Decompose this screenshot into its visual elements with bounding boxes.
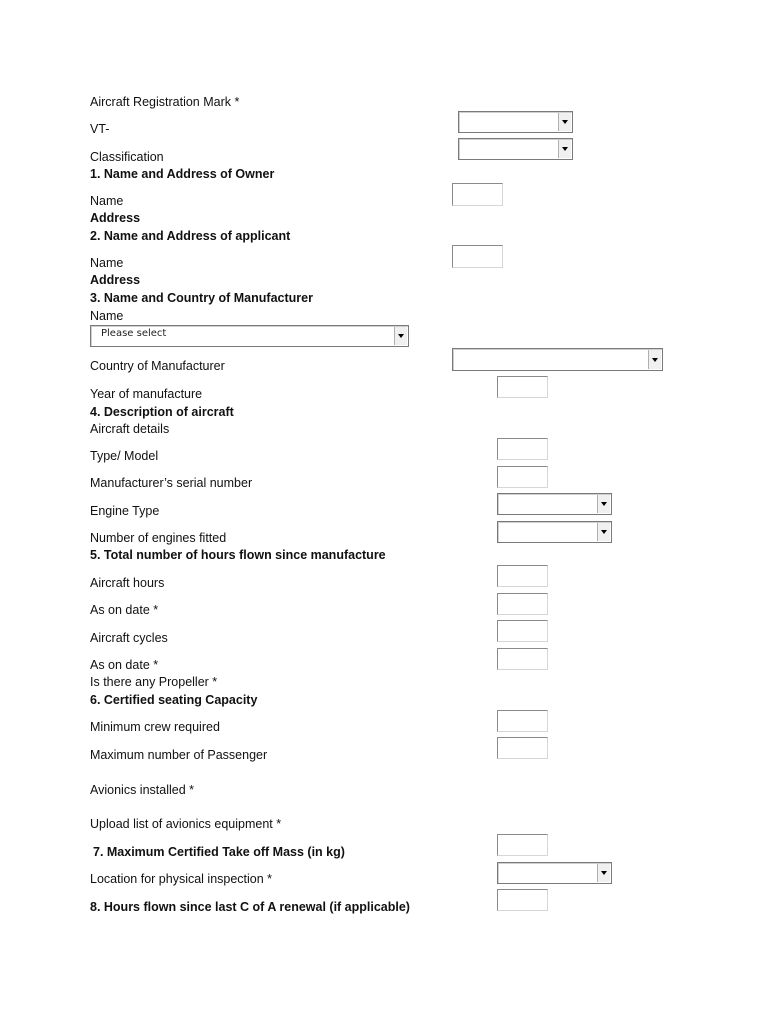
aircraft-hours-input[interactable] xyxy=(497,565,548,587)
country-of-manufacturer-label: Country of Manufacturer xyxy=(90,359,225,373)
chevron-down-icon xyxy=(558,113,571,131)
takeoff-mass-heading: 7. Maximum Certified Take off Mass (in kg) xyxy=(93,845,345,859)
seating-section-heading: 6. Certified seating Capacity xyxy=(90,693,258,707)
manufacturer-name-label: Name xyxy=(90,309,124,323)
owner-address-label: Address xyxy=(90,211,141,225)
serial-number-input[interactable] xyxy=(497,466,548,488)
year-of-manufacture-input[interactable] xyxy=(497,376,548,398)
hours-section-heading: 5. Total number of hours flown since manufacture xyxy=(90,548,386,562)
aircraft-details-label: Aircraft details xyxy=(90,422,170,436)
propeller-label: Is there any Propeller * xyxy=(90,675,218,689)
cycles-as-on-date-label: As on date * xyxy=(90,658,159,672)
maximum-passenger-input[interactable] xyxy=(497,737,548,759)
vt-prefix-label: VT- xyxy=(90,122,110,136)
manufacturer-name-select[interactable] xyxy=(90,325,409,347)
owner-name-label: Name xyxy=(90,194,124,208)
inspection-location-label: Location for physical inspection * xyxy=(90,872,273,886)
chevron-down-icon xyxy=(394,327,407,345)
country-of-manufacturer-select[interactable] xyxy=(452,348,663,371)
renewal-hours-heading: 8. Hours flown since last C of A renewal (if applicable) xyxy=(90,900,410,914)
type-model-label: Type/ Model xyxy=(90,449,159,463)
engine-type-select[interactable] xyxy=(497,493,612,515)
chevron-down-icon xyxy=(597,495,610,513)
manufacturer-section-heading: 3. Name and Country of Manufacturer xyxy=(90,291,313,305)
manufacturer-select-value: Please select xyxy=(101,328,167,339)
applicant-name-input[interactable] xyxy=(452,245,503,268)
description-section-heading: 4. Description of aircraft xyxy=(90,405,234,419)
maximum-passenger-label: Maximum number of Passenger xyxy=(90,748,268,762)
applicant-address-label: Address xyxy=(90,273,141,287)
applicant-name-label: Name xyxy=(90,256,124,270)
owner-name-input[interactable] xyxy=(452,183,503,206)
engines-fitted-select[interactable] xyxy=(497,521,612,543)
engines-fitted-label: Number of engines fitted xyxy=(90,531,227,545)
classification-select[interactable] xyxy=(458,138,573,160)
year-of-manufacture-label: Year of manufacture xyxy=(90,387,203,401)
applicant-section-heading: 2. Name and Address of applicant xyxy=(90,229,291,243)
cycles-as-on-date-input[interactable] xyxy=(497,648,548,670)
avionics-installed-label: Avionics installed * xyxy=(90,783,194,797)
serial-number-label: Manufacturer’s serial number xyxy=(90,476,253,490)
aircraft-cycles-input[interactable] xyxy=(497,620,548,642)
aircraft-hours-label: Aircraft hours xyxy=(90,576,165,590)
hours-as-on-date-input[interactable] xyxy=(497,593,548,615)
upload-avionics-label: Upload list of avionics equipment * xyxy=(90,817,282,831)
engine-type-label: Engine Type xyxy=(90,504,160,518)
hours-as-on-date-label: As on date * xyxy=(90,603,159,617)
renewal-hours-input[interactable] xyxy=(497,889,548,911)
chevron-down-icon xyxy=(597,864,610,882)
chevron-down-icon xyxy=(597,523,610,541)
inspection-location-select[interactable] xyxy=(497,862,612,884)
chevron-down-icon xyxy=(648,350,661,369)
minimum-crew-label: Minimum crew required xyxy=(90,720,220,734)
takeoff-mass-input[interactable] xyxy=(497,834,548,856)
chevron-down-icon xyxy=(558,140,571,158)
minimum-crew-input[interactable] xyxy=(497,710,548,732)
owner-section-heading: 1. Name and Address of Owner xyxy=(90,167,275,181)
classification-label: Classification xyxy=(90,150,164,164)
type-model-input[interactable] xyxy=(497,438,548,460)
aircraft-cycles-label: Aircraft cycles xyxy=(90,631,168,645)
registration-mark-select[interactable] xyxy=(458,111,573,133)
aircraft-registration-mark-label: Aircraft Registration Mark * xyxy=(90,95,240,109)
